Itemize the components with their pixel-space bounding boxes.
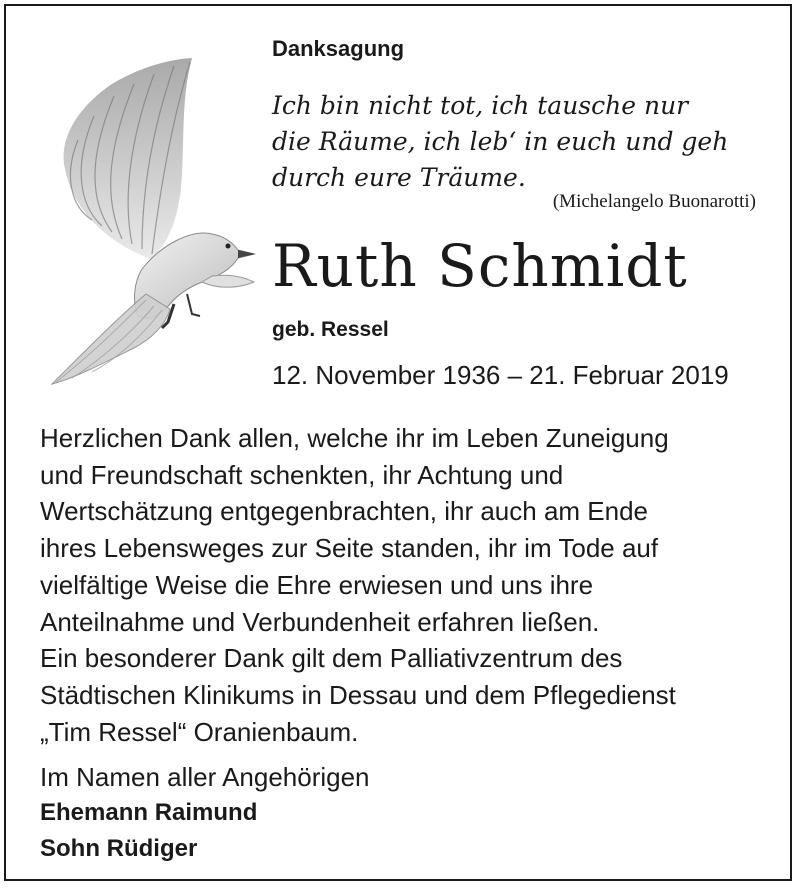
life-dates: 12. November 1936 – 21. Februar 2019 [272,360,729,390]
dove-icon [42,54,258,388]
quote-line: Ich bin nicht tot, ich tausche nur [272,91,689,120]
thanks-line: vielfältige Weise die Ehre erwiesen und uns ihre [40,569,594,600]
thanks-line: Wertschätzung entgegenbrachten, ihr auch am Ende [40,496,649,527]
quote-line: die Räume, ich leb‘ in euch und geh [272,127,729,156]
quote-author: (Michelangelo Buonarotti) [552,191,756,212]
thanks-line: und Freundschaft schenkten, ihr Achtung und [40,459,564,490]
deceased-name: Ruth Schmidt [272,232,688,300]
thanks-line: Anteilnahme und Verbundenheit erfahren ließen. [40,606,600,637]
quote-line: durch eure Träume. [272,163,526,192]
thanks-line: „Tim Ressel“ Oranienbaum. [40,716,359,747]
thanks-text [40,420,780,750]
signer-name: Sohn Rüdiger [40,835,198,862]
birth-name: geb. Ressel [272,318,389,341]
thanks-line: ihres Lebensweges zur Seite standen, ihr im Tode auf [40,533,659,564]
obituary-card [4,4,792,881]
heading: Danksagung [272,36,405,61]
signer-name: Ehemann Raimund [40,799,258,826]
signoff-intro: Im Namen aller Angehörigen [40,762,370,792]
thanks-line: Städtischen Klinikums in Dessau und dem Pflegedienst [40,679,676,710]
thanks-line: Ein besonderer Dank gilt dem Palliativzentrum des [40,643,623,674]
signoff [40,759,370,867]
quote [272,88,782,196]
thanks-line: Herzlichen Dank allen, welche ihr im Leben Zuneigung [40,423,669,453]
